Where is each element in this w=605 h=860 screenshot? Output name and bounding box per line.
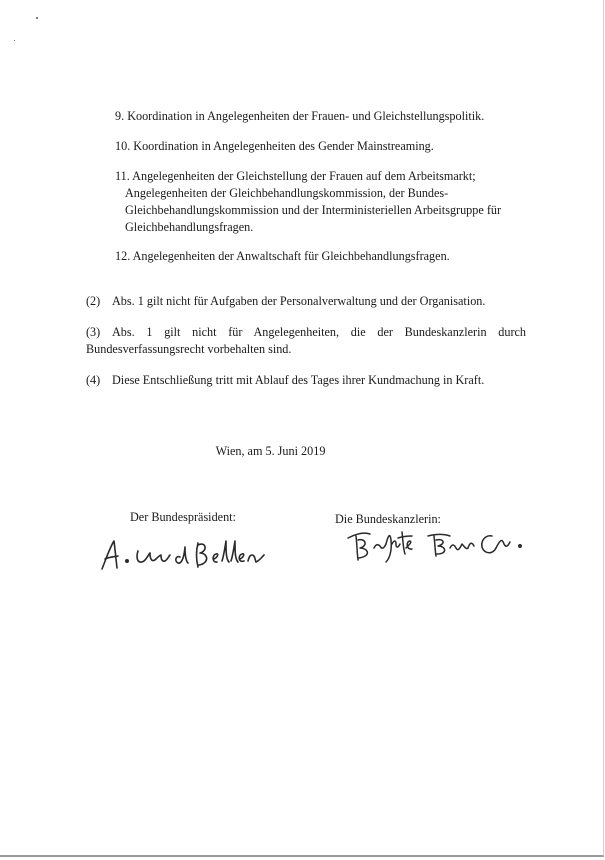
- place-date: Wien, am 5. Juni 2019: [215, 444, 326, 458]
- paragraph-text: Abs. 1 gilt nicht für Aufgaben der Personalverwaltung und der Organisation.: [112, 294, 486, 308]
- item-text-line-2: Angelegenheiten der Gleichbehandlungskommission, der Bundes-: [125, 186, 449, 200]
- paragraph-number: (4): [86, 373, 101, 387]
- paragraph-text: Diese Entschließung tritt mit Ablauf des Tages ihrer Kundmachung in Kraft.: [112, 373, 485, 387]
- item-text: Koordination in Angelegenheiten des Gender Mainstreaming.: [133, 139, 434, 153]
- list-item-10: [115, 138, 515, 155]
- item-number: 10.: [115, 139, 131, 153]
- scan-speck: [14, 40, 15, 41]
- item-text-line-4: Gleichbehandlungsfragen.: [125, 220, 254, 234]
- paragraph-2: [86, 293, 526, 310]
- paragraph-number: (2): [86, 294, 101, 308]
- item-text: Angelegenheiten der Anwaltschaft für Gleichbehandlungsfragen.: [132, 249, 450, 263]
- paragraph-text-line-2: Bundesverfassungsrecht vorbehalten sind.: [86, 342, 292, 356]
- paragraph-number: (3): [86, 325, 101, 339]
- item-number: 12.: [115, 249, 131, 263]
- left-signatory-label: Der Bundespräsident:: [130, 510, 236, 524]
- list-item-11: [115, 168, 515, 236]
- list-item-12: [115, 248, 515, 265]
- right-signatory-label: Die Bundeskanzlerin:: [335, 512, 441, 526]
- chancellor-signature: [346, 526, 526, 566]
- paragraph-4: [86, 372, 526, 389]
- president-signature: [98, 537, 268, 575]
- list-item-9: [115, 108, 515, 125]
- item-number: 11.: [115, 169, 130, 183]
- item-text-line-1: Angelegenheiten der Gleichstellung der Frauen auf dem Arbeitsmarkt;: [132, 169, 476, 183]
- paragraph-3: [86, 324, 526, 358]
- item-number: 9.: [115, 109, 125, 123]
- item-text-line-3: Gleichbehandlungskommission und der Interministeriellen Arbeitsgruppe für: [125, 203, 502, 217]
- scan-speck: [36, 17, 38, 19]
- paragraph-text-line-1: Abs. 1 gilt nicht für Angelegenheiten, die der Bundeskanzlerin durch: [112, 325, 526, 339]
- item-text: Koordination in Angelegenheiten der Frauen- und Gleichstellungspolitik.: [127, 109, 485, 123]
